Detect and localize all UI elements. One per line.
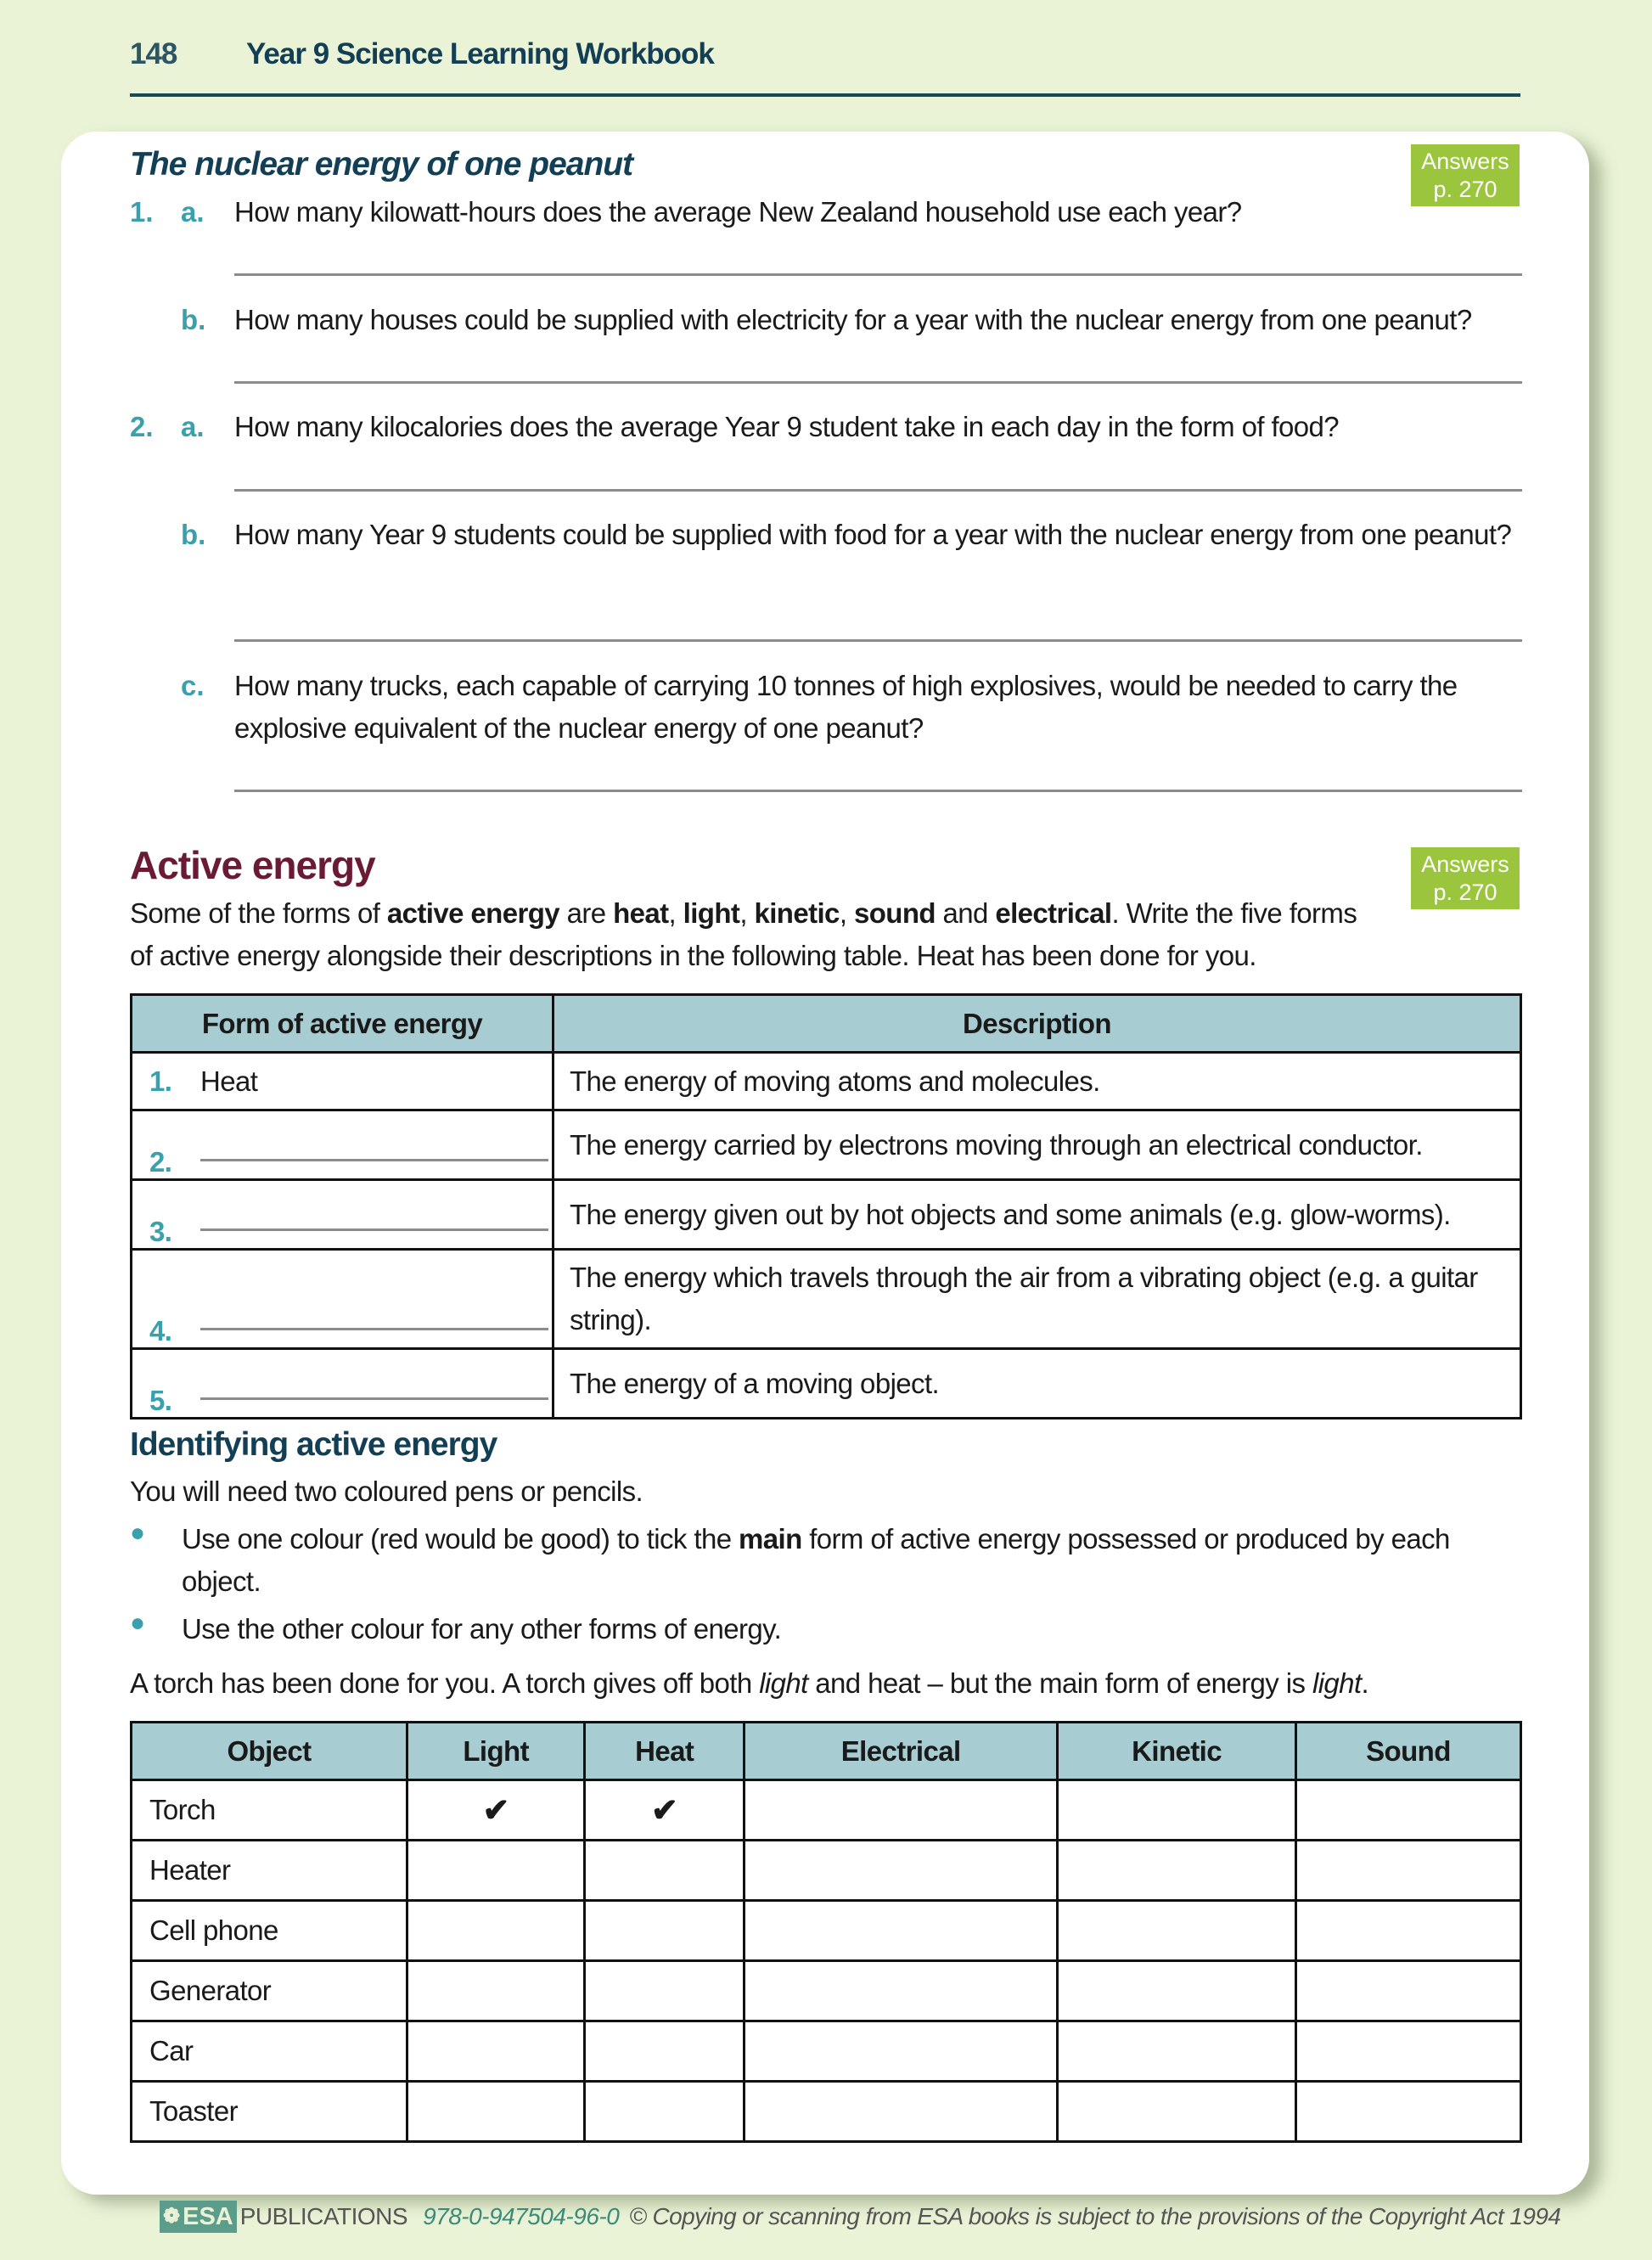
tick-cell[interactable] [745, 2021, 1058, 2082]
question-text: How many Year 9 students could be supplied with food for a year with the nuclear energy from one peanut? [234, 519, 1512, 550]
tick-cell[interactable] [407, 1841, 585, 1901]
tick-cell[interactable] [1295, 1780, 1520, 1841]
tick-cell[interactable] [1058, 1961, 1296, 2021]
identifying-intro: You will need two coloured pens or pencils. [130, 1476, 643, 1507]
column-header-light: Light [407, 1723, 585, 1780]
question-letter: c. [181, 670, 205, 701]
form-value: Heat [200, 1065, 258, 1097]
tick-cell[interactable] [585, 1961, 745, 2021]
intro-text: and [935, 897, 996, 929]
table-row [132, 1901, 1521, 1961]
intro-bold-heat: heat [613, 897, 669, 929]
example-italic: light [1312, 1667, 1362, 1699]
intro-bold-light: light [683, 897, 740, 929]
tick-cell[interactable] [1295, 1841, 1520, 1901]
form-answer-blank[interactable] [200, 1397, 548, 1400]
form-cell [132, 1053, 553, 1110]
page-number: 148 [130, 37, 177, 70]
question-text: How many kilowatt-hours does the average New Zealand household use each year? [234, 196, 1242, 228]
table-row [132, 1110, 1521, 1180]
table-row [132, 2082, 1521, 2142]
tick-cell-checked[interactable]: ✔ [407, 1780, 585, 1841]
logo-text: ESA [183, 2203, 233, 2230]
form-answer-blank[interactable] [200, 1159, 548, 1161]
tick-cell[interactable] [745, 1841, 1058, 1901]
column-header: Form of active energy [132, 995, 553, 1053]
intro-bold-electrical: electrical [995, 897, 1112, 929]
book-title: Year 9 Science Learning Workbook [246, 37, 714, 70]
object-cell: Cell phone [132, 1901, 407, 1961]
column-header-object: Object [132, 1723, 407, 1780]
table-header-row [132, 995, 1521, 1053]
answers-badge-active[interactable] [1411, 847, 1520, 909]
tick-cell[interactable] [745, 1961, 1058, 2021]
answer-line-1b[interactable] [234, 381, 1522, 384]
intro-bold-sound: sound [853, 897, 936, 929]
form-cell [132, 1250, 553, 1349]
copyright-notice: © Copying or scanning from ESA books is subject to the provisions of the Copyright Act 1994 [629, 2203, 1561, 2229]
tick-cell[interactable] [407, 2021, 585, 2082]
object-cell: Torch [132, 1780, 407, 1841]
answers-badge-page: p. 270 [1433, 177, 1497, 202]
tick-cell-checked[interactable]: ✔ [585, 1780, 745, 1841]
bullet-text: Use one colour (red would be good) to tick the [182, 1523, 739, 1554]
table-row [132, 1780, 1521, 1841]
bullet-icon: ● [130, 1519, 146, 1547]
question-text: How many houses could be supplied with electricity for a year with the nuclear energy from one peanut? [234, 304, 1472, 335]
object-cell: Toaster [132, 2082, 407, 2142]
table-row [132, 1841, 1521, 1901]
tick-cell[interactable] [745, 1901, 1058, 1961]
intro-text: Some of the forms of [130, 897, 387, 929]
tick-cell[interactable] [1295, 2021, 1520, 2082]
answers-badge-page: p. 270 [1433, 880, 1497, 905]
page-footer [160, 2199, 1560, 2235]
isbn: 978-0-947504-96-0 [423, 2203, 620, 2229]
column-header-electrical: Electrical [745, 1723, 1058, 1780]
bullet-bold-main: main [739, 1523, 802, 1554]
table-row [132, 2021, 1521, 2082]
nuclear-section-title: The nuclear energy of one peanut [130, 146, 633, 183]
column-header-heat: Heat [585, 1723, 745, 1780]
answer-line-2b[interactable] [234, 639, 1522, 642]
tick-cell[interactable] [585, 2082, 745, 2142]
identifying-title: Identifying active energy [130, 1426, 497, 1463]
question-letter: a. [181, 196, 205, 228]
active-energy-title: Active energy [130, 843, 375, 887]
table-row [132, 1961, 1521, 2021]
answer-line-1a[interactable] [234, 273, 1522, 276]
answers-badge-label: Answers [1421, 852, 1509, 877]
tick-cell[interactable] [407, 1961, 585, 2021]
question-letter: b. [181, 304, 206, 335]
question-letter: a. [181, 411, 205, 442]
intro-text: , [739, 897, 755, 929]
tick-cell[interactable] [1058, 2082, 1296, 2142]
leaf-icon: ❁ [163, 2205, 181, 2228]
question-text: How many kilocalories does the average Year 9 student take in each day in the form of food? [234, 411, 1340, 442]
answer-line-2a[interactable] [234, 489, 1522, 492]
intro-text: . Write the five forms of active energy alongside their descriptions in the following table. Heat has been done for you. [130, 897, 1357, 971]
column-header-kinetic: Kinetic [1058, 1723, 1296, 1780]
tick-cell[interactable] [1295, 1901, 1520, 1961]
question-letter: b. [181, 519, 206, 550]
tick-cell[interactable] [585, 1901, 745, 1961]
description-cell: The energy which travels through the air from a vibrating object (e.g. a guitar string). [553, 1250, 1521, 1349]
table-row [132, 1349, 1521, 1419]
answer-line-2c[interactable] [234, 790, 1522, 792]
active-energy-table [130, 993, 1522, 1420]
example-text: A torch has been done for you. A torch gives off both [130, 1667, 760, 1699]
description-cell: The energy carried by electrons moving through an electrical conductor. [553, 1110, 1521, 1180]
header-rule [130, 93, 1520, 97]
bullet-text: form of active energy possessed or produced by each object. [182, 1523, 1450, 1597]
tick-cell[interactable] [1058, 1841, 1296, 1901]
tick-cell[interactable] [745, 1780, 1058, 1841]
table-row [132, 1180, 1521, 1250]
row-number: 5. [149, 1385, 172, 1416]
example-italic: light [759, 1667, 808, 1699]
tick-cell[interactable] [1058, 1780, 1296, 1841]
bullet-icon: ● [130, 1609, 146, 1637]
question-number: 1. [130, 196, 154, 228]
intro-bold-active-energy: active energy [386, 897, 560, 929]
table-row [132, 1250, 1521, 1349]
row-number: 1. [149, 1065, 172, 1097]
table-header-row [132, 1723, 1521, 1780]
tick-cell[interactable] [407, 2082, 585, 2142]
intro-text: are [559, 897, 614, 929]
bullet-item [182, 1518, 1506, 1603]
column-header: Description [553, 995, 1521, 1053]
description-cell: The energy given out by hot objects and some animals (e.g. glow-worms). [553, 1180, 1521, 1250]
form-answer-blank[interactable] [200, 1328, 548, 1330]
row-number: 4. [149, 1315, 172, 1346]
tick-cell[interactable] [745, 2082, 1058, 2142]
publisher-name: PUBLICATIONS [239, 2203, 408, 2229]
esa-logo [160, 2201, 237, 2233]
tick-cell[interactable] [585, 1841, 745, 1901]
question-text: How many trucks, each capable of carrying 10 tonnes of high explosives, would be needed to carry the explosive equivalent of the nuclear energy of one peanut? [234, 670, 1458, 744]
tick-cell[interactable] [1295, 2082, 1520, 2142]
form-cell [132, 1180, 553, 1250]
example-text: . [1361, 1667, 1369, 1699]
object-cell: Heater [132, 1841, 407, 1901]
tick-cell[interactable] [407, 1901, 585, 1961]
table-row [132, 1053, 1521, 1110]
form-answer-blank[interactable] [200, 1228, 548, 1231]
bullet-item [182, 1608, 1506, 1650]
tick-cell[interactable] [1058, 1901, 1296, 1961]
row-number: 2. [149, 1146, 172, 1178]
torch-example [130, 1662, 1522, 1705]
object-cell: Car [132, 2021, 407, 2082]
form-cell [132, 1349, 553, 1419]
form-cell [132, 1110, 553, 1180]
row-number: 3. [149, 1216, 172, 1247]
intro-text: , [668, 897, 683, 929]
intro-text: , [839, 897, 854, 929]
object-cell: Generator [132, 1961, 407, 2021]
page-header [130, 32, 714, 76]
intro-bold-kinetic: kinetic [754, 897, 840, 929]
tick-cell[interactable] [585, 2021, 745, 2082]
column-header-sound: Sound [1295, 1723, 1520, 1780]
identify-energy-table [130, 1721, 1522, 2143]
tick-cell[interactable] [1295, 1961, 1520, 2021]
answers-badge-label: Answers [1421, 149, 1509, 174]
tick-cell[interactable] [1058, 2021, 1296, 2082]
bullet-text: Use the other colour for any other forms of energy. [182, 1613, 782, 1644]
example-text: and heat – but the main form of energy is [807, 1667, 1312, 1699]
active-energy-intro [130, 892, 1386, 977]
question-number: 2. [130, 411, 154, 442]
description-cell: The energy of moving atoms and molecules. [553, 1053, 1521, 1110]
description-cell: The energy of a moving object. [553, 1349, 1521, 1419]
